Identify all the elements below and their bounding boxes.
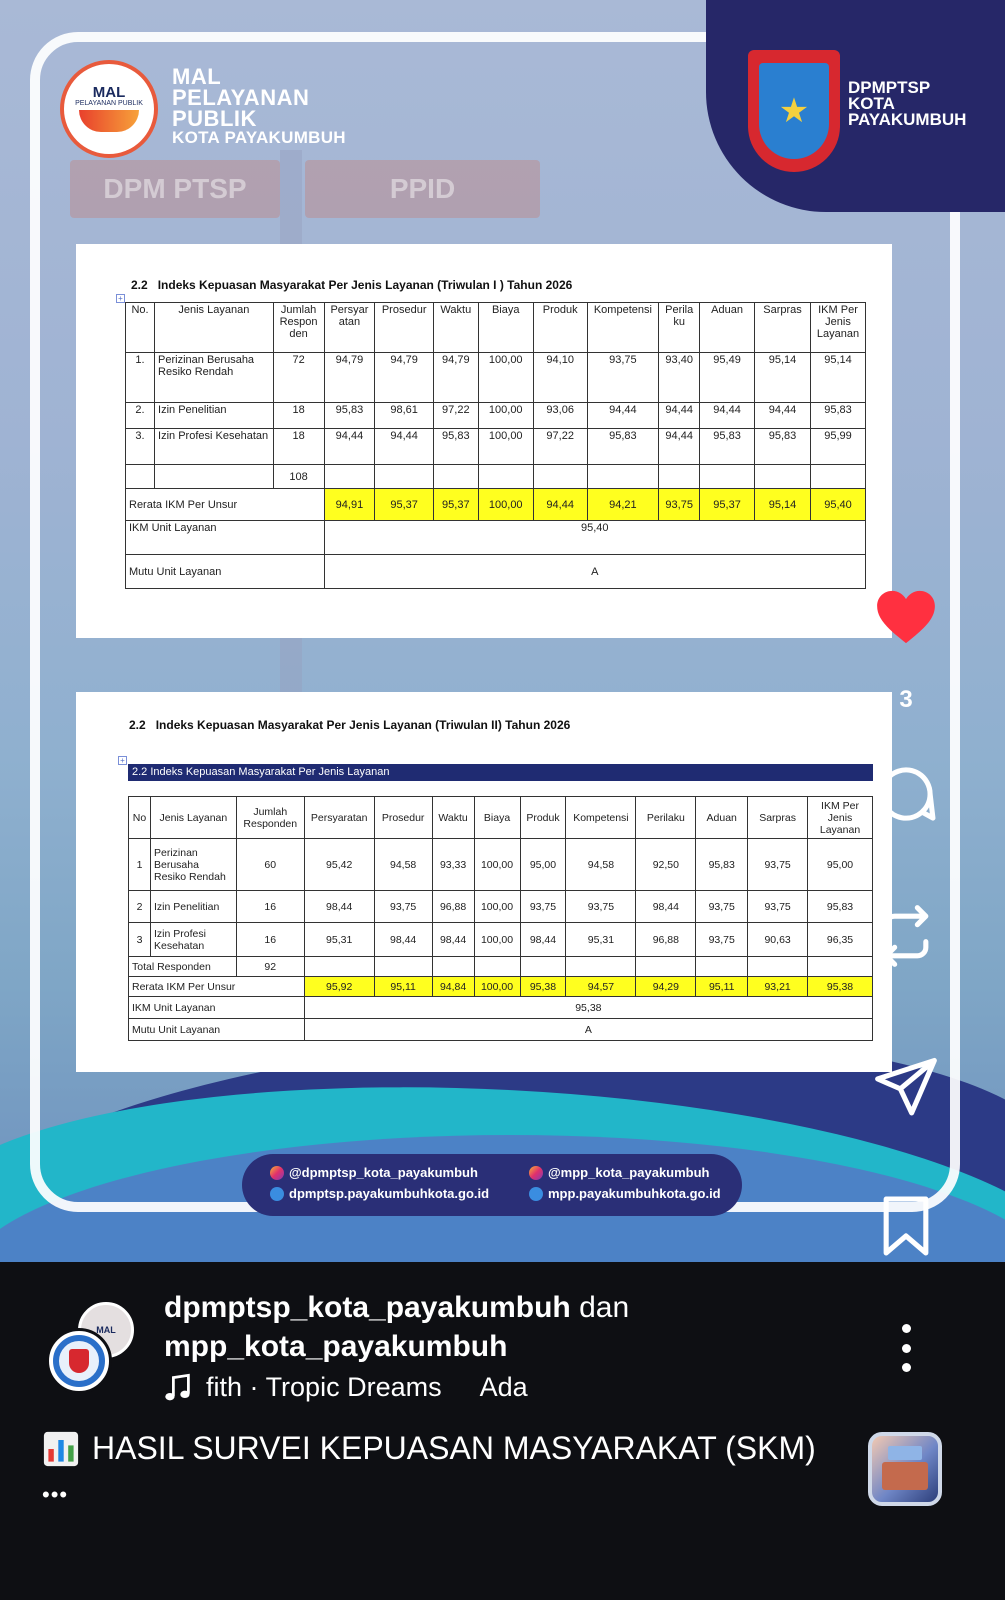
ikm-unit-value: 95,40	[324, 521, 866, 555]
mutu-label: Mutu Unit Layanan	[126, 555, 325, 589]
cell-jenis-layanan: Izin Penelitian	[150, 891, 236, 923]
cell-value: 98,44	[304, 891, 374, 923]
dpmptsp-title-line: PAYAKUMBUH	[848, 110, 967, 129]
cell-value: 94,79	[324, 353, 375, 403]
cell-value: 95,83	[696, 839, 748, 891]
cell-value: 93,75	[520, 891, 566, 923]
cell-value: 100,00	[474, 839, 520, 891]
rerata-value: 95,92	[304, 977, 374, 997]
post-info-panel	[0, 1262, 1005, 1600]
table-ikm-unit-row	[126, 521, 866, 555]
total-responden-label: Total Responden	[129, 957, 237, 977]
save-bookmark-icon[interactable]	[872, 1192, 940, 1260]
cell-value: 95,31	[304, 923, 374, 957]
contact-web-mpp	[529, 1186, 721, 1201]
more-options-icon[interactable]	[894, 1324, 918, 1372]
avatar-mpp-text: MAL	[96, 1325, 116, 1335]
cell-value: 95,83	[755, 429, 811, 465]
cell-value: 95,83	[324, 403, 375, 429]
doc2-table-caption-band: 2.2 Indeks Kepuasan Masyarakat Per Jenis Layanan	[128, 764, 873, 781]
cell-value: 98,44	[520, 923, 566, 957]
cell-value: 97,22	[533, 429, 587, 465]
col-header-prosedur: Prosedur	[374, 797, 432, 839]
table-row	[126, 353, 866, 403]
doc1-heading-text: Indeks Kepuasan Masyarakat Per Jenis Layanan (Triwulan I ) Tahun 2026	[157, 278, 573, 292]
cell-jenis-layanan: Perizinan Berusaha Resiko Rendah	[155, 353, 274, 403]
like-heart-icon[interactable]	[873, 584, 939, 650]
cell-value: 93,75	[748, 891, 808, 923]
cell-value: 100,00	[478, 353, 533, 403]
table-mutu-row	[129, 1019, 873, 1041]
cell-value: 94,58	[374, 839, 432, 891]
cell-value: 93,40	[659, 353, 700, 403]
cell-value: 100,00	[474, 891, 520, 923]
cell-value: 100,00	[474, 923, 520, 957]
doc2-heading-number: 2.2	[129, 718, 146, 732]
cell-value: 94,44	[375, 429, 434, 465]
table-anchor-icon: +	[116, 294, 125, 303]
cell-value: 96,35	[808, 923, 873, 957]
doc2-heading	[129, 718, 570, 732]
col-header-perilaku: Perilaku	[636, 797, 696, 839]
skm-document-triwulan-1	[76, 244, 892, 638]
col-header-ikm-per-jenis: IKM Per Jenis Layanan	[808, 797, 873, 839]
cell-value: 94,10	[533, 353, 587, 403]
music-track: Tropic Dreams	[265, 1372, 442, 1402]
instagram-icon	[270, 1166, 284, 1180]
globe-icon	[529, 1187, 543, 1201]
like-count[interactable]: 3	[899, 686, 913, 713]
cell-value: 94,44	[659, 403, 700, 429]
cell-jenis-layanan: Perizinan Berusaha Resiko Rendah	[150, 839, 236, 891]
col-header-jenis-layanan: Jenis Layanan	[155, 303, 274, 353]
col-header-aduan: Aduan	[700, 303, 755, 353]
col-header-persyaratan: Persyaratan	[304, 797, 374, 839]
mutu-value: A	[324, 555, 866, 589]
col-header-no: No	[129, 797, 151, 839]
rerata-value: 95,37	[375, 489, 434, 521]
cell-responden: 16	[236, 923, 304, 957]
cell-value: 97,22	[433, 403, 478, 429]
cell-value: 95,31	[566, 923, 636, 957]
cell-value: 94,58	[566, 839, 636, 891]
cell-value: 94,44	[324, 429, 375, 465]
doc1-table	[125, 302, 866, 589]
cell-value: 93,75	[374, 891, 432, 923]
cell-value: 93,75	[587, 353, 659, 403]
cell-empty	[155, 465, 274, 489]
cell-value: 95,83	[810, 403, 865, 429]
cell-value: 98,61	[375, 403, 434, 429]
rerata-value: 94,29	[636, 977, 696, 997]
cell-value: 93,75	[566, 891, 636, 923]
cell-value: 93,75	[748, 839, 808, 891]
col-header-sarpras: Sarpras	[755, 303, 811, 353]
contact-footer-pill	[242, 1154, 742, 1216]
table-rerata-row	[129, 977, 873, 997]
repost-icon[interactable]	[872, 902, 940, 970]
cell-value: 94,79	[375, 353, 434, 403]
rerata-label: Rerata IKM Per Unsur	[129, 977, 305, 997]
account-name-primary[interactable]: dpmptsp_kota_payakumbuh	[164, 1291, 571, 1324]
cell-value: 95,14	[755, 353, 811, 403]
col-header-produk: Produk	[533, 303, 587, 353]
doc2-table	[128, 796, 873, 1041]
cell-value: 95,49	[700, 353, 755, 403]
background-sign-ppid: PPID	[305, 160, 540, 218]
cell-value: 95,83	[587, 429, 659, 465]
col-header-jumlah-responden: Jumlah Responden	[236, 797, 304, 839]
col-header-no: No.	[126, 303, 155, 353]
col-header-biaya: Biaya	[478, 303, 533, 353]
ikm-unit-value: 95,38	[304, 997, 872, 1019]
music-info[interactable]	[164, 1372, 528, 1403]
col-header-persyaratan: Persyar atan	[324, 303, 375, 353]
rerata-value: 94,84	[432, 977, 474, 997]
cell-responden: 60	[236, 839, 304, 891]
background-sign-dpmptsp: DPM PTSP	[70, 160, 280, 218]
music-note-icon	[164, 1373, 192, 1403]
music-separator: ·	[249, 1372, 259, 1402]
rerata-label: Rerata IKM Per Unsur	[126, 489, 325, 521]
cell-no: 3.	[126, 429, 155, 465]
cell-no: 2	[129, 891, 151, 923]
ikm-unit-label: IKM Unit Layanan	[126, 521, 325, 555]
mal-subtitle: KOTA PAYAKUMBUH	[172, 128, 346, 147]
col-header-kompetensi: Kompetensi	[587, 303, 659, 353]
col-header-jenis-layanan: Jenis Layanan	[150, 797, 236, 839]
ikm-unit-label: IKM Unit Layanan	[129, 997, 305, 1019]
mal-logo-text: MAL	[92, 84, 126, 101]
cell-no: 1.	[126, 353, 155, 403]
rerata-value: 93,21	[748, 977, 808, 997]
rerata-value: 94,57	[566, 977, 636, 997]
cell-value: 95,00	[520, 839, 566, 891]
table-row	[129, 839, 873, 891]
cell-responden: 18	[273, 429, 324, 465]
cell-no: 2.	[126, 403, 155, 429]
mal-title-line: PELAYANAN	[172, 85, 310, 110]
cell-value: 90,63	[748, 923, 808, 957]
caption-text: HASIL SURVEI KEPUASAN MASYARAKAT (SKM)	[92, 1430, 816, 1466]
share-send-icon[interactable]	[872, 1052, 940, 1120]
col-header-kompetensi: Kompetensi	[566, 797, 636, 839]
cell-value: 93,06	[533, 403, 587, 429]
cell-value: 94,79	[433, 353, 478, 403]
mal-logo-swoosh	[79, 110, 139, 132]
table-row	[126, 429, 866, 465]
avatar-dpmptsp[interactable]	[46, 1328, 112, 1394]
col-header-jumlah-responden: Jumlah Respon den	[273, 303, 324, 353]
cell-value: 95,42	[304, 839, 374, 891]
table-header-row	[129, 797, 873, 839]
caption-more-indicator[interactable]: •••	[42, 1482, 69, 1507]
cell-no: 3	[129, 923, 151, 957]
cell-value: 100,00	[478, 403, 533, 429]
col-header-waktu: Waktu	[432, 797, 474, 839]
cell-value: 94,44	[659, 429, 700, 465]
rerata-value: 95,38	[520, 977, 566, 997]
col-header-produk: Produk	[520, 797, 566, 839]
mutu-value: A	[304, 1019, 872, 1041]
dpmptsp-title	[848, 80, 966, 128]
cell-value: 94,44	[587, 403, 659, 429]
contact-web-dpmptsp-text: dpmptsp.payakumbuhkota.go.id	[289, 1186, 490, 1201]
mal-title-line: PUBLIK	[172, 106, 257, 131]
instagram-icon	[529, 1166, 543, 1180]
account-connector: dan	[579, 1291, 630, 1324]
cell-responden: 18	[273, 403, 324, 429]
cell-value: 95,00	[808, 839, 873, 891]
cell-value: 92,50	[636, 839, 696, 891]
cell-responden: 16	[236, 891, 304, 923]
rerata-value: 95,11	[374, 977, 432, 997]
cell-value: 95,14	[810, 353, 865, 403]
mal-title-line: MAL	[172, 64, 222, 89]
doc1-heading	[131, 278, 572, 292]
post-accounts[interactable]	[164, 1288, 629, 1366]
cell-value: 94,44	[700, 403, 755, 429]
bar-chart-emoji-icon	[42, 1431, 80, 1467]
post-caption[interactable]	[42, 1430, 816, 1467]
dpmptsp-title-line: DPMPTSP	[848, 78, 931, 97]
music-artist: fith	[206, 1372, 243, 1402]
col-header-waktu: Waktu	[433, 303, 478, 353]
table-rerata-row	[126, 489, 866, 521]
table-header-row	[126, 303, 866, 353]
col-header-sarpras: Sarpras	[748, 797, 808, 839]
table-anchor-icon: +	[118, 756, 127, 765]
comment-icon[interactable]	[872, 760, 940, 828]
cell-total-responden: 108	[273, 465, 324, 489]
cell-value: 100,00	[478, 429, 533, 465]
col-header-aduan: Aduan	[696, 797, 748, 839]
cell-value: 93,33	[432, 839, 474, 891]
table-total-row	[129, 957, 873, 977]
contact-instagram-dpmptsp	[270, 1165, 478, 1180]
contact-instagram-mpp-text: @mpp_kota_payakumbuh	[548, 1165, 710, 1180]
contact-instagram-mpp	[529, 1165, 710, 1180]
dpmptsp-title-line: KOTA	[848, 94, 895, 113]
table-total-row	[126, 465, 866, 489]
cell-value: 98,44	[432, 923, 474, 957]
table-mutu-row	[126, 555, 866, 589]
cell-value: 95,83	[433, 429, 478, 465]
col-header-prosedur: Prosedur	[375, 303, 434, 353]
cell-value: 98,44	[636, 891, 696, 923]
table-row	[129, 891, 873, 923]
rerata-value: 95,40	[810, 489, 865, 521]
col-header-perilaku: Perila ku	[659, 303, 700, 353]
cell-value: 95,83	[700, 429, 755, 465]
rerata-value: 94,91	[324, 489, 375, 521]
music-more-text: Ada	[479, 1372, 528, 1402]
cell-responden: 72	[273, 353, 324, 403]
cell-jenis-layanan: Izin Profesi Kesehatan	[150, 923, 236, 957]
doc2-heading-text: Indeks Kepuasan Masyarakat Per Jenis Layanan (Triwulan II) Tahun 2026	[155, 718, 571, 732]
rerata-value: 93,75	[659, 489, 700, 521]
rerata-value: 95,38	[808, 977, 873, 997]
doc1-heading-number: 2.2	[131, 278, 148, 292]
rerata-value: 100,00	[474, 977, 520, 997]
cell-jenis-layanan: Izin Profesi Kesehatan	[155, 429, 274, 465]
rerata-value: 95,11	[696, 977, 748, 997]
mal-logo-subtext: PELAYANAN PUBLIK	[75, 100, 143, 107]
cell-value: 95,99	[810, 429, 865, 465]
cell-value: 94,44	[755, 403, 811, 429]
cell-jenis-layanan: Izin Penelitian	[155, 403, 274, 429]
mal-title	[172, 66, 309, 129]
contact-instagram-dpmptsp-text: @dpmptsp_kota_payakumbuh	[289, 1165, 478, 1180]
globe-icon	[270, 1187, 284, 1201]
skm-document-triwulan-2	[76, 692, 892, 1072]
cell-value: 93,75	[696, 891, 748, 923]
mal-pelayanan-publik-logo	[60, 60, 158, 158]
audio-thumbnail[interactable]	[868, 1432, 942, 1506]
cell-value: 93,75	[696, 923, 748, 957]
cell-no: 1	[129, 839, 151, 891]
rerata-value: 94,21	[587, 489, 659, 521]
cell-value: 95,83	[808, 891, 873, 923]
cell-value: 96,88	[636, 923, 696, 957]
cell-total-responden: 92	[236, 957, 304, 977]
rerata-value: 100,00	[478, 489, 533, 521]
table-ikm-unit-row	[129, 997, 873, 1019]
cell-value: 96,88	[432, 891, 474, 923]
cell-value: 98,44	[374, 923, 432, 957]
contact-web-dpmptsp	[270, 1186, 489, 1201]
table-row	[129, 923, 873, 957]
contact-web-mpp-text: mpp.payakumbuhkota.go.id	[548, 1186, 721, 1201]
col-header-ikm-per-jenis: IKM Per Jenis Layanan	[810, 303, 865, 353]
payakumbuh-crest-logo: ★	[748, 50, 840, 172]
cell-empty	[126, 465, 155, 489]
table-row	[126, 403, 866, 429]
rerata-value: 94,44	[533, 489, 587, 521]
rerata-value: 95,14	[755, 489, 811, 521]
mutu-label: Mutu Unit Layanan	[129, 1019, 305, 1041]
rerata-value: 95,37	[433, 489, 478, 521]
account-name-secondary[interactable]: mpp_kota_payakumbuh	[164, 1330, 508, 1363]
rerata-value: 95,37	[700, 489, 755, 521]
col-header-biaya: Biaya	[474, 797, 520, 839]
